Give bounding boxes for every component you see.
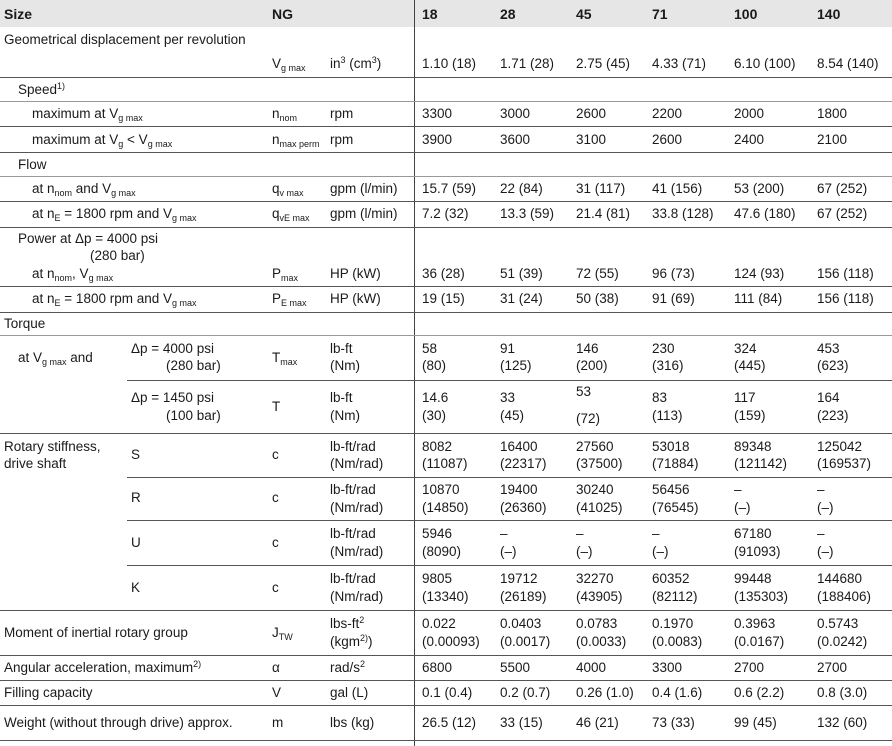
flow-e-unit: gpm (l/min): [330, 206, 398, 221]
speed-perm-val-18: 3900: [422, 132, 453, 147]
geo-val-45: 2.75 (45): [576, 56, 631, 71]
stiff-k-metric-18: (13340): [422, 589, 469, 604]
torque-1-condition: Δp = 4000 psi: [131, 341, 214, 356]
row-divider: [127, 565, 892, 566]
stiff-r-val-28: 19400: [500, 482, 538, 497]
flow-e-val-71: 33.8 (128): [652, 206, 714, 221]
power-nom-unit: HP (kW): [330, 266, 381, 281]
stiffness-title: Rotary stiffness,: [4, 439, 101, 454]
row-divider: [0, 433, 892, 434]
filling-val-71: 0.4 (1.6): [652, 685, 703, 700]
torque-2-metric-71: (113): [652, 408, 683, 423]
stiff-r-unit: lb-ft/rad: [330, 482, 376, 497]
stiff-k-metric-45: (43905): [576, 589, 623, 604]
header-col-18: 18: [422, 6, 438, 22]
stiff-k-metric-71: (82112): [652, 589, 698, 604]
filling-val-28: 0.2 (0.7): [500, 685, 551, 700]
torque-2-metric-28: (45): [500, 408, 525, 423]
torque-1-metric-100: (445): [734, 358, 766, 373]
weight-unit: lbs (kg): [330, 715, 375, 730]
row-divider: [0, 655, 892, 656]
stiff-r-metric-45: (41025): [576, 500, 623, 515]
torque-2-symbol: T: [272, 399, 281, 414]
speed-title: Speed$^{1)}$: [18, 81, 66, 97]
row-divider: [0, 126, 892, 127]
stiffness-title-shaft: drive shaft: [4, 456, 67, 471]
stiff-s-shaft: S: [131, 447, 141, 462]
row-divider: [0, 610, 892, 611]
moment-unit-metric: (kgm$^{2)}$): [330, 633, 373, 649]
stiff-s-val-45: 27560: [576, 439, 614, 454]
stiff-s-metric-28: (22317): [500, 456, 547, 471]
flow-nom-label: at $n_{nom}$ and $V_{g max}$: [32, 181, 136, 198]
moment-metric-18: (0.00093): [422, 634, 480, 649]
torque-2-metric-100: (159): [734, 408, 766, 423]
torque-1-condition-bar: (280 bar): [166, 358, 221, 373]
row-divider: [0, 705, 892, 706]
stiff-s-metric-100: (121142): [734, 456, 788, 471]
stiff-s-metric-45: (37500): [576, 456, 623, 471]
row-divider: [0, 101, 892, 102]
geo-val-28: 1.71 (28): [500, 56, 555, 71]
filling-unit: gal (L): [330, 685, 369, 700]
header-col-140: 140: [817, 6, 841, 22]
angular-title: Angular acceleration, maximum$^{2)}$: [4, 659, 202, 675]
flow-e-val-18: 7.2 (32): [422, 206, 469, 221]
stiff-k-val-28: 19712: [500, 571, 538, 586]
stiff-s-metric-18: (11087): [422, 456, 468, 471]
stiff-r-metric-71: (76545): [652, 500, 699, 515]
stiff-u-metric-18: (8090): [422, 544, 462, 559]
torque-1-metric-71: (316): [652, 358, 684, 373]
flow-nom-symbol: $q_{v max}$: [272, 181, 304, 198]
stiff-s-unit-metric: (Nm/rad): [330, 456, 384, 471]
header-col-71: 71: [652, 6, 668, 22]
stiff-k-val-18: 9805: [422, 571, 453, 586]
stiff-s-metric-71: (71884): [652, 456, 699, 471]
moment-unit: lbs-$ft^2$: [330, 615, 365, 631]
torque-2-val-18: 14.6: [422, 390, 449, 405]
filling-title: Filling capacity: [4, 685, 93, 700]
flow-nom-unit: gpm (l/min): [330, 181, 398, 196]
flow-nom-val-45: 31 (117): [576, 181, 626, 196]
torque-1-unit: lb-ft: [330, 341, 353, 356]
speed-perm-val-140: 2100: [817, 132, 848, 147]
row-divider: [127, 477, 892, 478]
torque-2-condition: Δp = 1450 psi: [131, 390, 214, 405]
torque-1-val-28: 91: [500, 341, 516, 356]
stiff-s-val-71: 53018: [652, 439, 690, 454]
header-col-45: 45: [576, 6, 592, 22]
speed-perm-val-71: 2600: [652, 132, 683, 147]
flow-nom-val-100: 53 (200): [734, 181, 785, 196]
moment-val-71: 0.1970: [652, 616, 694, 631]
torque-2-metric-45: (72): [576, 411, 601, 426]
power-nom-val-28: 51 (39): [500, 266, 543, 281]
stiff-r-val-18: 10870: [422, 482, 460, 497]
stiff-s-metric-140: (169537): [817, 456, 872, 471]
speed-max-label: maximum at $V_{g max}$: [32, 106, 143, 123]
torque-1-metric-18: (80): [422, 358, 447, 373]
filling-val-45: 0.26 (1.0): [576, 685, 634, 700]
power-title: Power at Δp = 4000 psi: [18, 231, 158, 246]
torque-1-val-100: 324: [734, 341, 757, 356]
torque-2-val-71: 83: [652, 390, 668, 405]
stiff-s-val-18: 8082: [422, 439, 453, 454]
stiff-u-metric-140: (–): [817, 544, 834, 559]
flow-e-val-140: 67 (252): [817, 206, 868, 221]
stiff-r-val-100: –: [734, 482, 742, 497]
angular-val-28: 5500: [500, 660, 531, 675]
stiff-u-metric-100: (91093): [734, 544, 781, 559]
speed-max-val-28: 3000: [500, 106, 531, 121]
stiff-r-shaft: R: [131, 490, 141, 505]
row-divider: [0, 335, 892, 336]
power-e-val-18: 19 (15): [422, 291, 465, 306]
power-nom-symbol: $P_{max}$: [272, 266, 299, 283]
angular-val-45: 4000: [576, 660, 607, 675]
angular-val-18: 6800: [422, 660, 453, 675]
torque-2-unit: lb-ft: [330, 390, 353, 405]
stiff-u-unit-metric: (Nm/rad): [330, 544, 384, 559]
row-divider: [0, 152, 892, 153]
torque-2-condition-bar: (100 bar): [166, 408, 221, 423]
stiff-u-val-140: –: [817, 526, 825, 541]
geo-symbol: $V_{g max}$: [272, 56, 306, 73]
torque-1-symbol: $T_{max}$: [272, 350, 298, 367]
power-e-unit: HP (kW): [330, 291, 381, 306]
torque-1-val-140: 453: [817, 341, 840, 356]
weight-val-28: 33 (15): [500, 715, 543, 730]
power-nom-val-140: 156 (118): [817, 266, 874, 281]
stiff-r-symbol: c: [272, 490, 279, 505]
geo-val-100: 6.10 (100): [734, 56, 796, 71]
speed-perm-label: maximum at $V_g < V_{g max}$: [32, 132, 173, 149]
stiff-u-symbol: c: [272, 535, 279, 550]
stiff-u-metric-71: (–): [652, 544, 669, 559]
moment-metric-28: (0.0017): [500, 634, 551, 649]
moment-metric-71: (0.0083): [652, 634, 703, 649]
stiff-r-val-45: 30240: [576, 482, 614, 497]
torque-2-val-45: 53: [576, 384, 592, 399]
weight-val-45: 46 (21): [576, 715, 619, 730]
speed-max-unit: rpm: [330, 106, 354, 121]
speed-max-symbol: $n_{nom}$: [272, 106, 298, 123]
angular-unit: rad/$s^2$: [330, 659, 366, 675]
stiff-u-val-45: –: [576, 526, 584, 541]
stiff-u-metric-45: (–): [576, 544, 593, 559]
stiff-s-unit: lb-ft/rad: [330, 439, 376, 454]
stiff-u-val-18: 5946: [422, 526, 453, 541]
torque-1-val-45: 146: [576, 341, 599, 356]
header-ng: NG: [272, 6, 293, 22]
torque-1-unit-metric: (Nm): [330, 358, 360, 373]
column-divider: [414, 0, 415, 746]
torque-2-metric-18: (30): [422, 408, 447, 423]
moment-val-18: 0.022: [422, 616, 456, 631]
header-col-100: 100: [734, 6, 758, 22]
torque-2-val-28: 33: [500, 390, 516, 405]
power-title-bar: (280 bar): [90, 248, 145, 263]
flow-e-val-45: 21.4 (81): [576, 206, 631, 221]
row-divider: [127, 380, 892, 381]
power-nom-val-71: 96 (73): [652, 266, 695, 281]
flow-e-val-28: 13.3 (59): [500, 206, 555, 221]
stiff-r-metric-28: (26360): [500, 500, 547, 515]
moment-symbol: $J_{TW}$: [272, 625, 293, 642]
geo-title: Geometrical displacement per revolution: [4, 32, 246, 47]
speed-perm-val-45: 3100: [576, 132, 607, 147]
torque-1-metric-28: (125): [500, 358, 532, 373]
moment-val-100: 0.3963: [734, 616, 776, 631]
torque-2-val-140: 164: [817, 390, 840, 405]
speed-perm-val-28: 3600: [500, 132, 531, 147]
row-divider: [0, 680, 892, 681]
torque-title: Torque: [4, 316, 46, 331]
filling-val-140: 0.8 (3.0): [817, 685, 868, 700]
power-e-val-100: 111 (84): [734, 291, 783, 306]
power-nom-label: at $n_{nom}$, $V_{g max}$: [32, 266, 114, 283]
stiff-r-metric-140: (–): [817, 500, 834, 515]
header-size: Size: [4, 6, 33, 22]
torque-1-metric-45: (200): [576, 358, 608, 373]
speed-perm-val-100: 2400: [734, 132, 765, 147]
stiff-u-metric-28: (–): [500, 544, 517, 559]
flow-e-symbol: $q_{vE max}$: [272, 206, 310, 223]
torque-2-unit-metric: (Nm): [330, 408, 360, 423]
torque-1-val-71: 230: [652, 341, 675, 356]
power-e-val-28: 31 (24): [500, 291, 543, 306]
torque-2-metric-140: (223): [817, 408, 849, 423]
power-nom-val-100: 124 (93): [734, 266, 785, 281]
speed-max-val-45: 2600: [576, 106, 607, 121]
stiff-k-val-100: 99448: [734, 571, 772, 586]
stiff-u-val-100: 67180: [734, 526, 772, 541]
flow-nom-val-71: 41 (156): [652, 181, 703, 196]
power-nom-val-45: 72 (55): [576, 266, 619, 281]
power-e-val-45: 50 (38): [576, 291, 619, 306]
filling-symbol: V: [272, 685, 282, 700]
stiff-k-val-71: 60352: [652, 571, 690, 586]
flow-nom-val-28: 22 (84): [500, 181, 543, 196]
torque-at-label: at $V_{g max}$ and: [18, 350, 93, 367]
power-e-val-71: 91 (69): [652, 291, 695, 306]
stiff-u-val-28: –: [500, 526, 508, 541]
row-divider: [0, 740, 892, 741]
flow-nom-val-140: 67 (252): [817, 181, 868, 196]
flow-title: Flow: [18, 157, 47, 172]
geo-val-71: 4.33 (71): [652, 56, 707, 71]
stiff-u-val-71: –: [652, 526, 660, 541]
filling-val-100: 0.6 (2.2): [734, 685, 785, 700]
weight-val-140: 132 (60): [817, 715, 868, 730]
stiff-k-symbol: c: [272, 580, 279, 595]
flow-e-val-100: 47.6 (180): [734, 206, 796, 221]
stiff-r-metric-100: (–): [734, 500, 751, 515]
row-divider: [0, 176, 892, 177]
angular-symbol: α: [272, 660, 280, 675]
speed-max-val-18: 3300: [422, 106, 453, 121]
angular-val-100: 2700: [734, 660, 765, 675]
stiff-k-metric-100: (135303): [734, 589, 789, 604]
moment-val-28: 0.0403: [500, 616, 542, 631]
row-divider: [0, 312, 892, 313]
flow-nom-val-18: 15.7 (59): [422, 181, 477, 196]
speed-perm-unit: rpm: [330, 132, 354, 147]
row-divider: [0, 201, 892, 202]
row-divider: [0, 77, 892, 78]
row-divider: [0, 286, 892, 287]
geo-val-140: 8.54 (140): [817, 56, 879, 71]
geo-val-18: 1.10 (18): [422, 56, 477, 71]
geo-unit: $in^3$ $(cm^3)$: [330, 55, 382, 71]
power-e-val-140: 156 (118): [817, 291, 874, 306]
weight-symbol: m: [272, 715, 284, 730]
torque-1-metric-140: (623): [817, 358, 849, 373]
stiff-s-symbol: c: [272, 447, 279, 462]
weight-title: Weight (without through drive) approx.: [4, 715, 233, 730]
stiff-r-unit-metric: (Nm/rad): [330, 500, 384, 515]
stiff-s-val-140: 125042: [817, 439, 863, 454]
stiff-s-val-28: 16400: [500, 439, 538, 454]
moment-metric-100: (0.0167): [734, 634, 785, 649]
stiff-k-metric-140: (188406): [817, 589, 872, 604]
moment-title: Moment of inertial rotary group: [4, 625, 188, 640]
moment-val-140: 0.5743: [817, 616, 859, 631]
stiff-r-val-71: 56456: [652, 482, 690, 497]
stiff-k-val-140: 144680: [817, 571, 863, 586]
speed-max-val-71: 2200: [652, 106, 683, 121]
weight-val-18: 26.5 (12): [422, 715, 477, 730]
stiff-k-metric-28: (26189): [500, 589, 547, 604]
stiff-r-metric-18: (14850): [422, 500, 469, 515]
filling-val-18: 0.1 (0.4): [422, 685, 473, 700]
header-col-28: 28: [500, 6, 516, 22]
stiff-k-val-45: 32270: [576, 571, 614, 586]
power-e-symbol: $P_{E max}$: [272, 291, 307, 308]
stiff-u-unit: lb-ft/rad: [330, 526, 376, 541]
angular-val-140: 2700: [817, 660, 848, 675]
stiff-s-val-100: 89348: [734, 439, 772, 454]
power-nom-val-18: 36 (28): [422, 266, 465, 281]
torque-1-val-18: 58: [422, 341, 438, 356]
moment-metric-45: (0.0033): [576, 634, 627, 649]
speed-max-val-140: 1800: [817, 106, 848, 121]
stiff-k-shaft: K: [131, 580, 141, 595]
row-divider: [127, 520, 892, 521]
row-divider: [0, 227, 892, 228]
angular-val-71: 3300: [652, 660, 683, 675]
table-header: [0, 0, 892, 27]
stiff-r-val-140: –: [817, 482, 825, 497]
stiff-k-unit-metric: (Nm/rad): [330, 589, 384, 604]
speed-max-val-100: 2000: [734, 106, 765, 121]
moment-metric-140: (0.0242): [817, 634, 868, 649]
torque-2-val-100: 117: [734, 390, 756, 405]
weight-val-71: 73 (33): [652, 715, 695, 730]
flow-e-label: at $n_E = 1800$ rpm and $V_{g max}$: [32, 206, 197, 223]
speed-perm-symbol: $n_{max perm}$: [272, 132, 320, 149]
power-e-label: at $n_E = 1800$ rpm and $V_{g max}$: [32, 291, 197, 308]
stiff-k-unit: lb-ft/rad: [330, 571, 376, 586]
moment-val-45: 0.0783: [576, 616, 618, 631]
stiff-u-shaft: U: [131, 535, 141, 550]
weight-val-100: 99 (45): [734, 715, 777, 730]
